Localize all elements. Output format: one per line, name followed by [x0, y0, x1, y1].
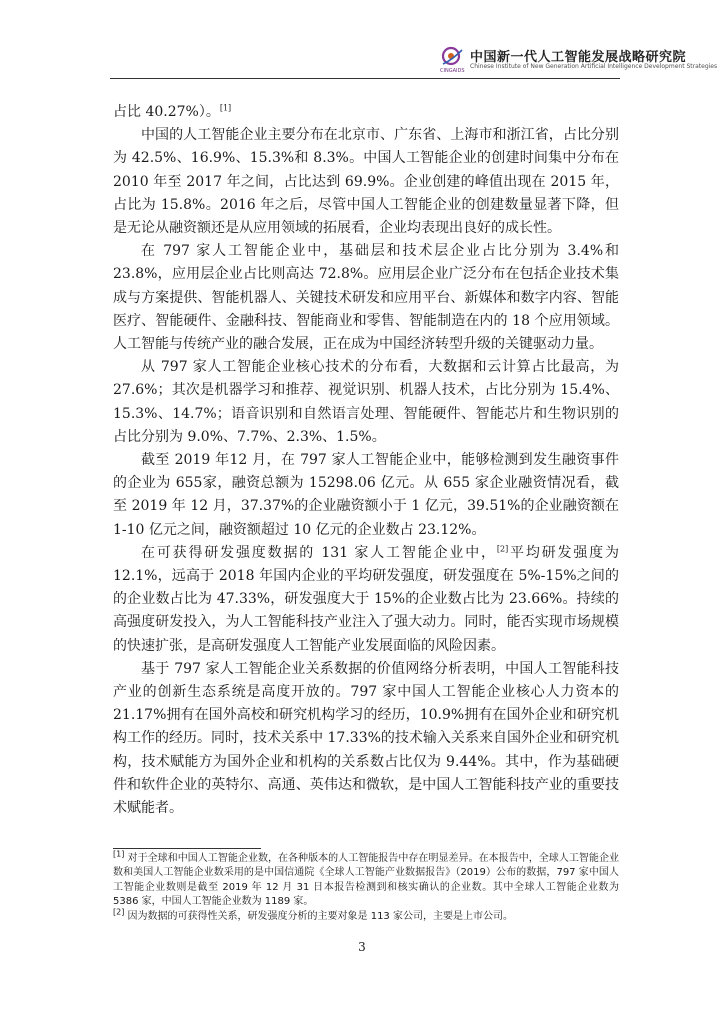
footnote-1 — [113, 849, 619, 910]
page-header — [0, 36, 724, 78]
paragraph-0-text: 占比 40.27%）。 — [113, 104, 220, 120]
footnote-2-mark: [2] — [113, 907, 125, 917]
paragraph-4: 截至 2019 年12 月，在 797 家人工智能企业中，能够检测到发生融资事件的企业为 655家，融资总额为 15298.06 亿元。从 655 家企业融资情况看，截至 2019 年 12 月，37.37%的企业融资额小于 1 亿元，39.51%的企业融资额在1-10 亿元之间，融资额超过 10 亿元的企业数占 23.12%。 — [113, 452, 619, 538]
paragraph-3: 从 797 家人工智能企业核心技术的分布看，大数据和云计算占比最高，为 27.6%；其次是机器学习和推荐、视觉识别、机器人技术，占比分别为 15.4%、15.3%、14.7%；语音识别和自然语言处理、智能硬件、智能芯片和生物识别的占比分别为 9.0%、7.7%、2.3%、1.5%。 — [113, 359, 619, 445]
footnotes — [113, 849, 619, 924]
paragraph-5 — [113, 542, 619, 658]
institute-name-cn: 中国新一代人工智能发展战略研究院 — [470, 50, 687, 65]
institute-logo-icon — [440, 46, 466, 68]
institute-name-en: Chinese Institute of New Generation Artificial Intelligence Development Strategies — [470, 63, 718, 70]
footnote-divider — [113, 848, 261, 849]
paragraph-2: 在 797 家人工智能企业中，基础层和技术层企业占比分别为 3.4%和 23.8%，应用层企业占比则高达 72.8%。应用层企业广泛分布在包括企业技术集成与方案提供、智能机器人、关键技术研发和应用平台、新媒体和数字内容、智能医疗、智能硬件、金融科技、智能商业和零售、智能制造在内的 18 个应用领域。人工智能与传统产业的融合发展，正在成为中国经济转型升级的关键驱动力量。 — [113, 243, 619, 353]
paragraph-0 — [113, 101, 619, 124]
footnote-1-mark: [1] — [113, 849, 125, 859]
paragraph-6: 基于 797 家人工智能企业关系数据的价值网络分析表明，中国人工智能科技产业的创新生态系统是高度开放的。797 家中国人工智能企业核心人力资本的 21.17%拥有在国外高校和研究机构学习的经历，10.9%拥有在国外企业和研究机构工作的经历。同时，技术关系中 17.33%的技术输入关系来自国外企业和研究机构，技术赋能方为国外企业和机构的关系数占比仅为 9.44%。其中，作为基础硬件和软件企业的英特尔、高通、英伟达和微软，是中国人工智能科技产业的重要技术赋能者。 — [113, 660, 619, 817]
main-text — [113, 101, 619, 820]
footnote-2-text: 因为数据的可获得性关系，研发强度分析的主要对象是 113 家公司，主要是上市公司。 — [124, 910, 513, 922]
paragraph-5-text-b: 平均研发强度为 12.1%，远高于 2018 年国内企业的平均研发强度，研发强度在 5%-15%之间的的企业数占比为 47.33%，研发强度大于 15%的企业数占比为 23.66%。持续的高强度研发投入，为人工智能科技产业注入了强大动力。同时，能否实现市场规模的快速扩张，是高研发强度人工智能产业发展面临的风险因素。 — [113, 544, 620, 654]
paragraph-5-text-a: 在可获得研发强度数据的 131 家人工智能企业中， — [141, 544, 497, 561]
header-divider — [110, 78, 620, 79]
footnote-1-text: 对于全球和中国人工智能企业数，在各种版本的人工智能报告中存在明显差异。在本报告中，全球人工智能企业数和美国人工智能企业数采用的是中国信通院《全球人工智能产业数据报告》（2019）公布的数据，797 家中国人工智能企业数则是截至 2019 年 12 月 31 日本报告检测到和核实确认的企业数。其中全球人工智能企业数为 5386 家，中国人工智能企业数为 1189 家。 — [113, 853, 619, 908]
footnote-ref-1[interactable]: [1] — [219, 103, 232, 113]
paragraph-1: 中国的人工智能企业主要分布在北京市、广东省、上海市和浙江省，占比分别为 42.5%、16.9%、15.3%和 8.3%。中国人工智能企业的创建时间集中分布在 2010 年至 2017 年之间，占比达到 69.9%。企业创建的峰值出现在 2015 年，占比为 15.8%。2016 年之后，尽管中国人工智能企业的创建数量显著下降，但是无论从融资额还是从应用领域的拓展看，企业均表现出良好的成长性。 — [113, 127, 619, 237]
page-number: 3 — [358, 940, 366, 954]
institute-abbrev: CINGAIDS — [440, 68, 465, 74]
footnote-2 — [113, 907, 619, 924]
footnote-ref-2[interactable]: [2] — [496, 544, 509, 554]
